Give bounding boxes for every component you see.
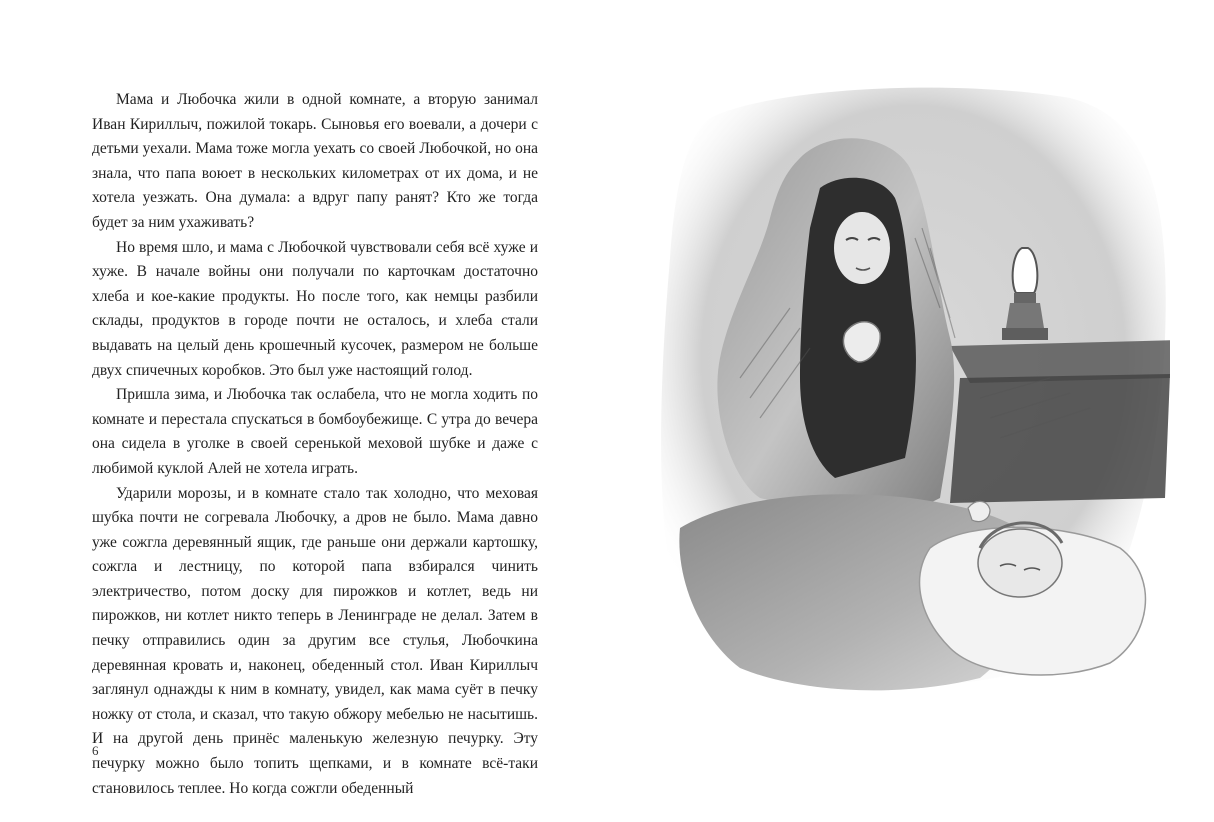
page-number: 6: [92, 743, 99, 758]
body-text: [92, 88, 538, 801]
paragraph-3: Пришла зима, и Любочка так ослабела, что не могла ходить по комнате и перестала спускаться в бомбоубежище. С утра до вечера она сидела в уголке в своей серенькой меховой шубке и даже с любимой куклой Алей не хотела играть.: [92, 386, 538, 477]
child-hand: [968, 501, 990, 521]
paragraph-4: Ударили морозы, и в комнате стало так холодно, что меховая шубка почти не согревала Любочку, а дров не было. Мама давно уже сожгла деревянный ящик, где раньше они держали картошку, сожгла и лестницу, по которой папа взбирался чинить электричество, потом доску для пирожков и котлет, ведь ни пирожков, ни котлет никто теперь в Ленинграде не делал. Затем в печку отправились один за другим все стулья, Любочкина деревянная кровать и, наконец, обеденный стол. Иван Кириллыч заглянул однажды к ним в комнату, увидел, как мама суёт в печку ножку от стола, и сказал, что такую обжору мебелью не насытишь. И на другой день принёс маленькую железную печурку. Эту печурку можно было топить щепками, и в комнате всё-таки становилось теплее. Но когда сожгли обеденный: [92, 484, 538, 797]
paragraph-2: Но время шло, и мама с Любочкой чувствовали себя всё хуже и хуже. В начале войны они получали по карточкам достаточно хлеба и кое-какие продукты. Но после того, как немцы разбили склады, продуктов в городе почти не осталось, и хлеба стали выдавать на целый день крошечный кусочек, размером не больше двух спичечных коробков. Это был уже настоящий голод.: [92, 238, 538, 379]
mother-face: [834, 212, 890, 284]
table-side: [950, 374, 1170, 503]
child-head: [978, 529, 1062, 597]
illustration-mother-and-child: [650, 78, 1170, 703]
paragraph-1: Мама и Любочка жили в одной комнате, а вторую занимал Иван Кириллыч, пожилой токарь. Сыновья его воевали, а дочери с детьми уехали. Мама тоже могла уехать со своей Любочкой, но она знала, что папа воюет в нескольких километрах от их дома, и не хотела уезжать. Она думала: а вдруг папу ранят? Кто же тогда будет за ним ухаживать?: [92, 91, 538, 231]
right-page: [607, 0, 1214, 822]
